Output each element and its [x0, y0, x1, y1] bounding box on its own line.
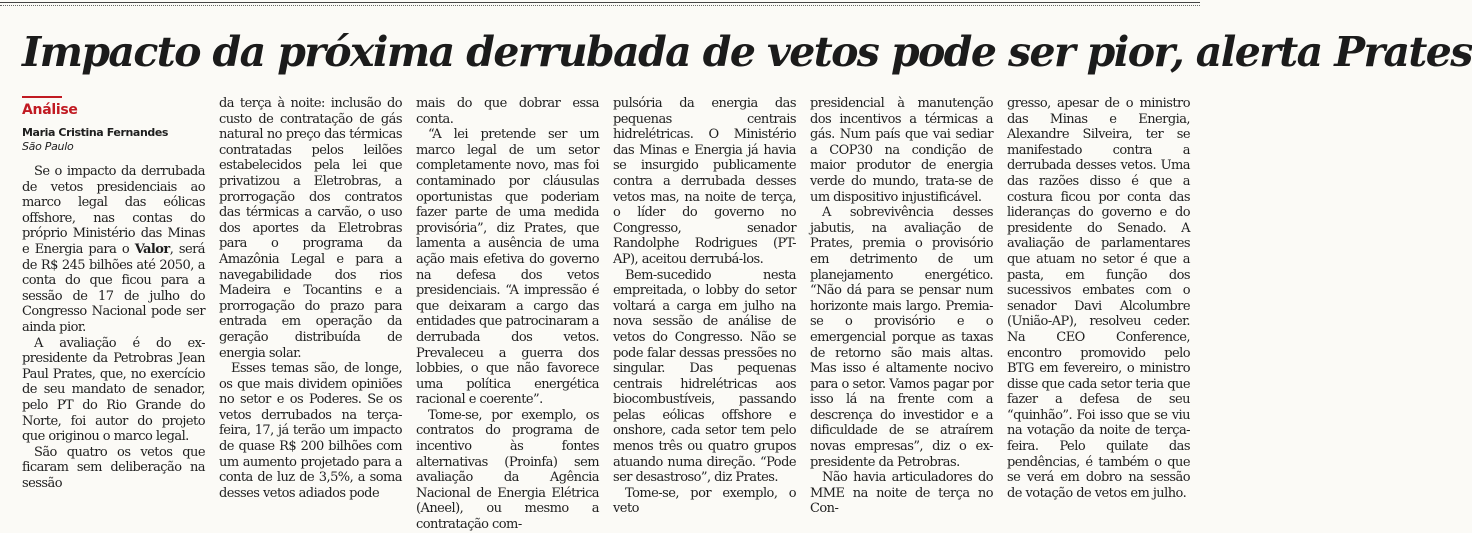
newspaper-name: Valor	[134, 241, 170, 257]
column-1	[22, 96, 205, 491]
article-body	[22, 96, 1192, 533]
paragraph: “A lei pretende ser um marco legal de um setor completamente novo, mas foi contaminado por cláusulas oportunistas que poderiam fazer parte de uma medida provisória”, diz Prates, que lamenta a ausência de uma ação mais efetiva do governo na defesa dos vetos presidenciais. “A impressão é que deixaram a cargo das entidades que patrocinaram a derrubada dos vetos. Prevaleceu a guerra dos lobbies, o que não favorece uma política energética racional e coerente”.	[416, 127, 599, 408]
rubric-bar	[22, 96, 62, 98]
byline-location: São Paulo	[22, 140, 74, 153]
paragraph: presidencial à manutenção dos incentivos a térmicas a gás. Num país que vai sediar a COP30 na condição de maior produtor de energia verde do mundo, trata-se de um dispositivo injustificável.	[810, 96, 993, 205]
paragraph: Não havia articuladores do MME na noite de terça no Con-	[810, 470, 993, 517]
byline-author: Maria Cristina Fernandes	[22, 126, 169, 139]
paragraph: A sobrevivência desses jabutis, na avaliação de Prates, premia o provisório em detrimento de um planejamento energético. “Não dá para se pensar num horizonte mais largo. Premia-se o provisório e o emergencial porque as taxas de retorno são mais altas. Mas isso é altamente nocivo para o setor. Vamos pagar por isso lá na frente com a descrença do investidor e a dificuldade de se atraírem novas empresas”, diz o ex-presidente da Petrobras.	[810, 205, 993, 470]
top-rule-solid	[0, 2, 1200, 3]
paragraph: gresso, apesar de o ministro das Minas e Energia, Alexandre Silveira, ter se manifestado contra a derrubada desses vetos. Uma das razões disso é que a costura ficou por conta das lideranças do governo e do presidente do Senado. A avaliação de parlamentares que atuam no setor é que a pasta, em função dos sucessivos embates com o senador Davi Alcolumbre (União-AP), resolveu ceder. Na CEO Conference, encontro promovido pelo BTG em fevereiro, o ministro disse que cada setor teria que fazer a defesa de seu “quinhão”. Foi isso que se viu na votação da noite de terça-feira. Pelo quilate das pendências, é também o que se verá em dobro na sessão de votação de vetos em julho.	[1007, 96, 1190, 501]
paragraph: Se o impacto da derrubada de vetos presidenciais ao marco legal das eólicas offshore, nas contas do próprio Ministério das Minas e Energia para o Valor, será de R$ 245 bilhões até 2050, a conta do que ficou para a sessão de 17 de julho do Congresso Nacional pode ser ainda pior.	[22, 164, 205, 335]
column-3	[416, 96, 599, 533]
column-4	[613, 96, 796, 517]
paragraph: Tome-se, por exemplo, os contratos do programa de incentivo às fontes alternativas (Proinfa) sem avaliação da Agência Nacional de Energia Elétrica (Aneel), ou mesmo a contratação com-	[416, 407, 599, 533]
paragraph: mais do que dobrar essa conta.	[416, 96, 599, 127]
paragraph: Esses temas são, de longe, os que mais dividem opiniões no setor e os Poderes. Se os vetos derrubados na terça-feira, 17, já terão um impacto de quase R$ 200 bilhões com um aumento projetado para a conta de luz de 3,5%, a soma desses vetos adiados pode	[219, 361, 402, 501]
column-5	[810, 96, 993, 517]
section-rubric: Análise	[22, 102, 78, 118]
headline: Impacto da próxima derrubada de vetos pode ser pior, alerta Prates	[22, 28, 1472, 76]
top-rule-dotted	[0, 5, 1200, 6]
column-2	[219, 96, 402, 501]
paragraph: São quatro os vetos que ficaram sem deliberação na sessão	[22, 444, 205, 491]
paragraph: A avaliação é do ex-presidente da Petrobras Jean Paul Prates, que, no exercício de seu mandato de senador, pelo PT do Rio Grande do Norte, foi autor do projeto que originou o marco legal.	[22, 335, 205, 445]
paragraph: Tome-se, por exemplo, o veto	[613, 485, 796, 517]
paragraph: da terça à noite: inclusão do custo de contratação de gás natural no preço das térmicas contratadas pelos leilões estabelecidos pela lei que privatizou a Eletrobras, a prorrogação dos contratos das térmicas a carvão, o uso dos aportes da Eletrobras para o programa da Amazônia Legal e para a navegabilidade dos rios Madeira e Tocantins e a prorrogação do prazo para entrada em operação da geração distribuída de energia solar.	[219, 96, 402, 361]
column-6	[1007, 96, 1190, 501]
paragraph: Bem-sucedido nesta empreitada, o lobby do setor voltará a carga em julho na nova sessão de análise de vetos do Congresso. Não se pode falar dessas pressões no singular. Das pequenas centrais hidrelétricas aos biocombustíveis, passando pelas eólicas offshore e onshore, cada setor tem pelo menos três ou quatro grupos atuando numa direção. “Pode ser desastroso”, diz Prates.	[613, 267, 796, 486]
top-rule	[0, 0, 1200, 10]
paragraph: pulsória da energia das pequenas centrais hidrelétricas. O Ministério das Minas e Energia já havia se insurgido publicamente contra a derrubada desses vetos mas, na noite de terça, o líder do governo no Congresso, senador Randolphe Rodrigues (PT-AP), aceitou derrubá-los.	[613, 96, 796, 267]
